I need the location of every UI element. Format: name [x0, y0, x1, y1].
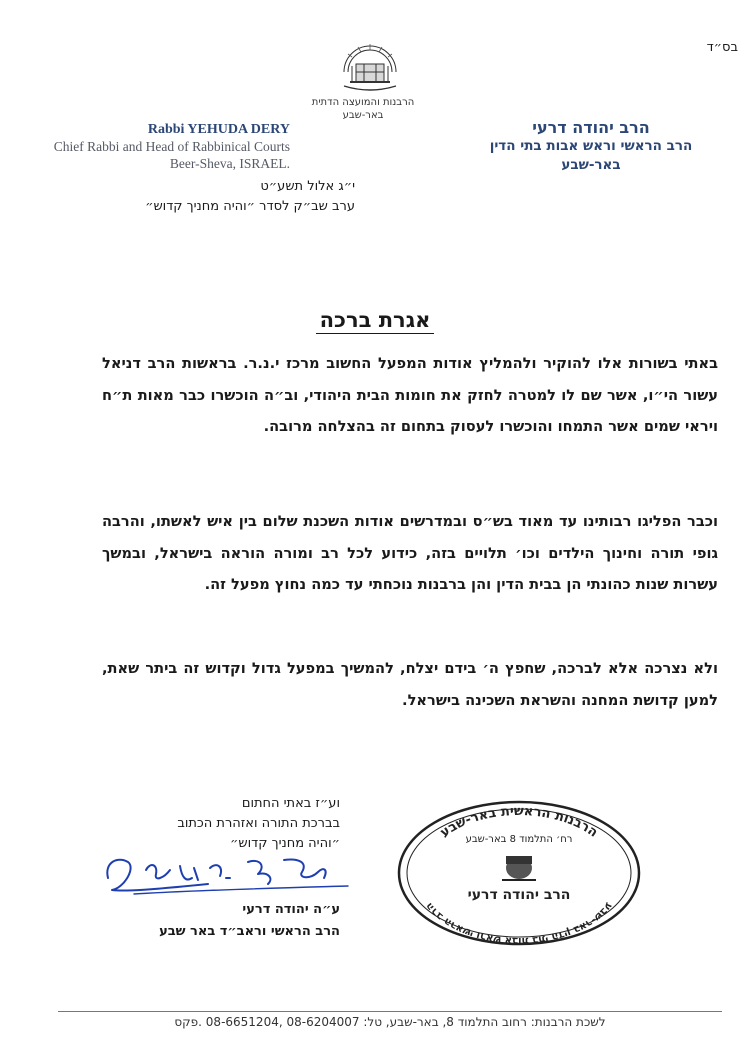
- footer-divider: [58, 1011, 722, 1012]
- signer-name: ע״ה יהודה דרעי: [242, 902, 340, 917]
- svg-text:הרב הראשי וראש אבות בתי הדין ב: [424, 900, 614, 946]
- logo-caption: [298, 96, 428, 122]
- stamp-emblem-icon: [502, 856, 536, 880]
- closing-line-3: ״והיה מחניך קדוש״: [230, 836, 340, 851]
- rabbinate-logo: [330, 42, 410, 98]
- signer-title: הרב הראשי וראב״ד באר שבע: [159, 924, 340, 939]
- english-letterhead: [28, 121, 290, 172]
- closing-line-2: בברכת התורה ואזהרת הכתוב: [177, 816, 340, 831]
- logo-caption-line1: הרבנות והמועצה הדתית: [311, 97, 415, 108]
- hebrew-name: הרב יהודה דרעי: [532, 118, 650, 137]
- english-city: Beer-Sheva, ISRAEL.: [169, 156, 290, 171]
- footer-address: לשכת הרבנות: רחוב התלמוד 8, באר-שבע, טל: 08-6204007 ,08-6651204 .פקס: [174, 1015, 606, 1029]
- english-name: Rabbi YEHUDA DERY: [147, 122, 290, 137]
- stamp-name: הרב יהודה דרעי: [467, 887, 571, 903]
- hebrew-city: באר-שבע: [561, 157, 621, 173]
- paragraph-1: באתי בשורות אלו להוקיר ולהמליץ אודות המפעל החשוב מרכז י.נ.ר. בראשות הרב דניאל עשור הי״ו, אשר שם לו למטרה לחזק את חומות הבית היהודי, וב״ה הוכשרו כבר מאות ת״ח ויראי שמים אשר התמחו והוכשרו לעסוק בתחום זה בהצלחה מרובה.: [102, 355, 718, 435]
- hebrew-title: הרב הראשי וראש אבות בתי הדין: [489, 138, 693, 154]
- closing-block: [110, 794, 340, 854]
- closing-line-1: וע״ז באתי החתום: [241, 796, 340, 811]
- stamp-address: רח׳ התלמוד 8 באר-שבע: [465, 834, 573, 845]
- stamp-top-text: הרבנות הראשית באר-שבע: [437, 803, 601, 841]
- logo-caption-line2: באר-שבע: [342, 110, 384, 121]
- paragraph-3: ולא נצרכה אלא לברכה, שחפץ ה׳ בידם יצלח, להמשיך במפעל גדול וקדוש זה ביתר שאת, למען קדושת המחנה והשראת השכינה בישראל.: [102, 660, 718, 709]
- letter-title-text: אגרת ברכה: [316, 308, 435, 334]
- signer-block: [100, 899, 340, 943]
- hebrew-letterhead: [460, 118, 722, 175]
- rabbinate-stamp: [394, 798, 644, 952]
- english-title: Chief Rabbi and Head of Rabbinical Courts: [53, 139, 290, 154]
- bsd-mark: בס״ד: [706, 40, 738, 55]
- letter-title: [0, 308, 750, 332]
- stamp-bottom-text: הרב הראשי וראש אבות בתי הדין באר-שבע: [423, 900, 615, 947]
- hebrew-date: י״ג אלול תשע״ט: [260, 179, 355, 194]
- parasha-line: ערב שב״ק לסדר ״והיה מחניך קדוש״: [145, 199, 355, 214]
- paragraph-2: וכבר הפליגו רבותינו עד מאוד בש״ס ובמדרשים אודות השכנת שלום בין איש לאשתו, והרבה גופי תורה וחינוך הילדים וכו׳ תלויים בזה, כידוע לכל רב ומורה הוראה בישראל, ובמשך עשרות שנות כהונתי הן בבית הדין והן ברבנות נוכחתי עד כמה נחוץ מפעל זה.: [102, 513, 718, 593]
- letter-date: [100, 177, 355, 217]
